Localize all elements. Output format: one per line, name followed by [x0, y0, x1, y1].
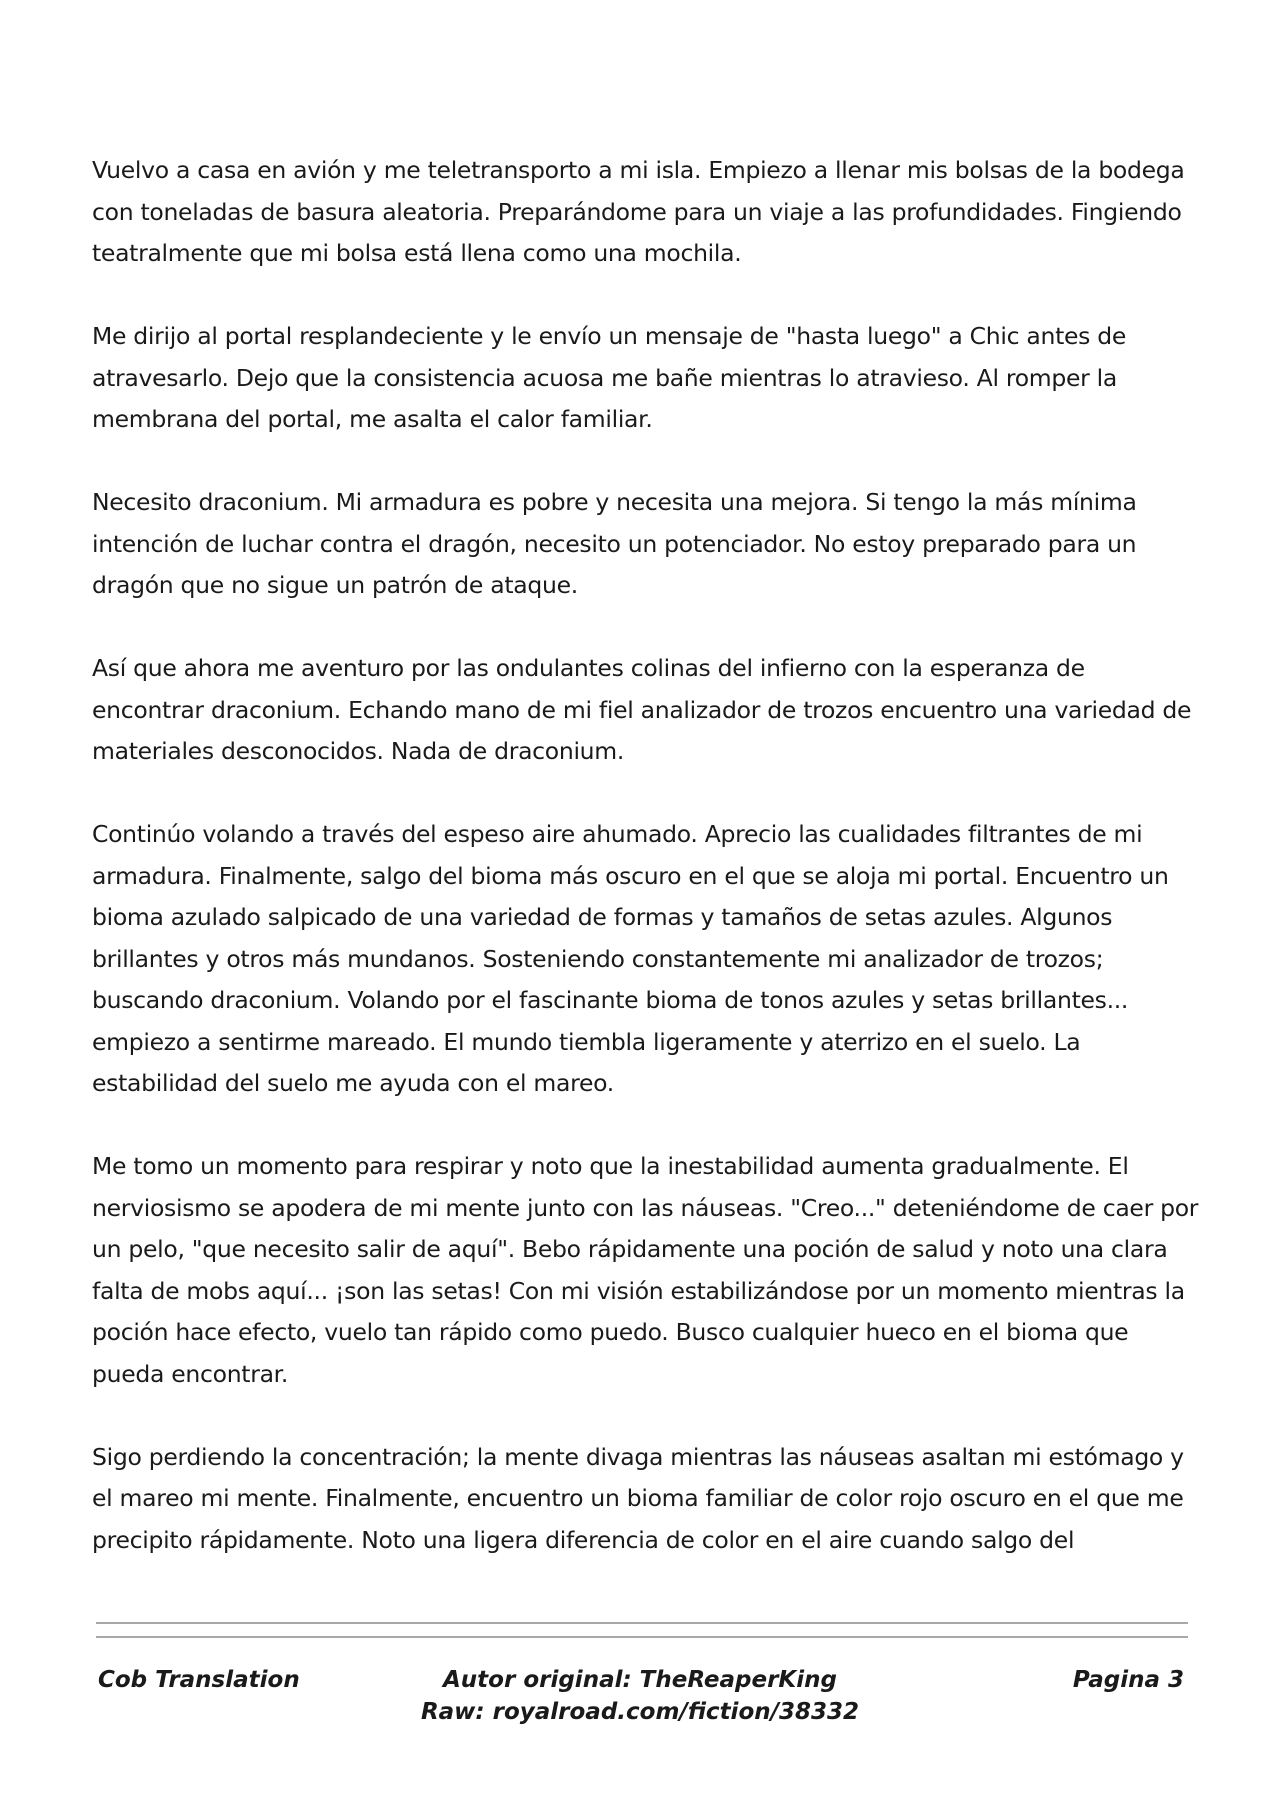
footer-translator: Cob Translation: [98, 1667, 300, 1693]
paragraph: Así que ahora me aventuro por las ondulantes colinas del infierno con la esperanza de encontrar draconium. Echando mano de mi fiel analizador de trozos encuentro una variedad de materiales desconocidos. Nada de draconium.: [92, 654, 1192, 765]
body-text: [92, 150, 1202, 1603]
footer-original-author: Autor original: TheReaperKing: [443, 1667, 837, 1693]
paragraph: Continúo volando a través del espeso aire ahumado. Aprecio las cualidades filtrantes de mi armadura. Finalmente, salgo del bioma más oscuro en el que se aloja mi portal. Encuentro un bioma azulado salpicado de una variedad de formas y tamaños de setas azules. Algunos brillantes y otros más mundanos. Sosteniendo constantemente mi analizador de trozos; buscando draconium. Volando por el fascinante bioma de tonos azules y setas brillantes... empiezo a sentirme mareado. El mundo tiembla ligeramente y aterrizo en el suelo. La estabilidad del suelo me ayuda con el mareo.: [92, 820, 1169, 1097]
paragraph: Me dirijo al portal resplandeciente y le envío un mensaje de "hasta luego" a Chic antes de atravesarlo. Dejo que la consistencia acuosa me bañe mientras lo atravieso. Al romper la membrana del portal, me asalta el calor familiar.: [92, 322, 1127, 433]
footer-divider-bottom: [96, 1636, 1188, 1638]
paragraph: Sigo perdiendo la concentración; la mente divaga mientras las náuseas asaltan mi estómago y el mareo mi mente. Finalmente, encuentro un bioma familiar de color rojo oscuro en el que me precipito rápidamente. Noto una ligera diferencia de color en el aire cuando salgo del: [92, 1442, 1184, 1554]
paragraph: Vuelvo a casa en avión y me teletransporto a mi isla. Empiezo a llenar mis bolsas de la bodega con toneladas de basura aleatoria. Preparándome para un viaje a las profundidades. Fingiendo teatralmente que mi bolsa está llena como una mochila.: [92, 156, 1185, 267]
paragraph: Necesito draconium. Mi armadura es pobre y necesita una mejora. Si tengo la más mínima intención de luchar contra el dragón, necesito un potenciador. No estoy preparado para un dragón que no sigue un patrón de ataque.: [92, 488, 1137, 599]
footer-raw-source: Raw: royalroad.com/fiction/38332: [420, 1699, 860, 1725]
paragraph: Me tomo un momento para respirar y noto que la inestabilidad aumenta gradualmente. El nerviosismo se apodera de mi mente junto con las náuseas. "Creo..." deteniéndome de caer por un pelo, "que necesito salir de aquí". Bebo rápidamente una poción de salud y noto una clara falta de mobs aquí... ¡son las setas! Con mi visión estabilizándose por un momento mientras la poción hace efecto, vuelo tan rápido como puedo. Busco cualquier hueco en el bioma que pueda encontrar.: [92, 1152, 1199, 1388]
footer-page-number: Pagina 3: [1072, 1667, 1184, 1693]
footer-divider-top: [96, 1622, 1188, 1624]
